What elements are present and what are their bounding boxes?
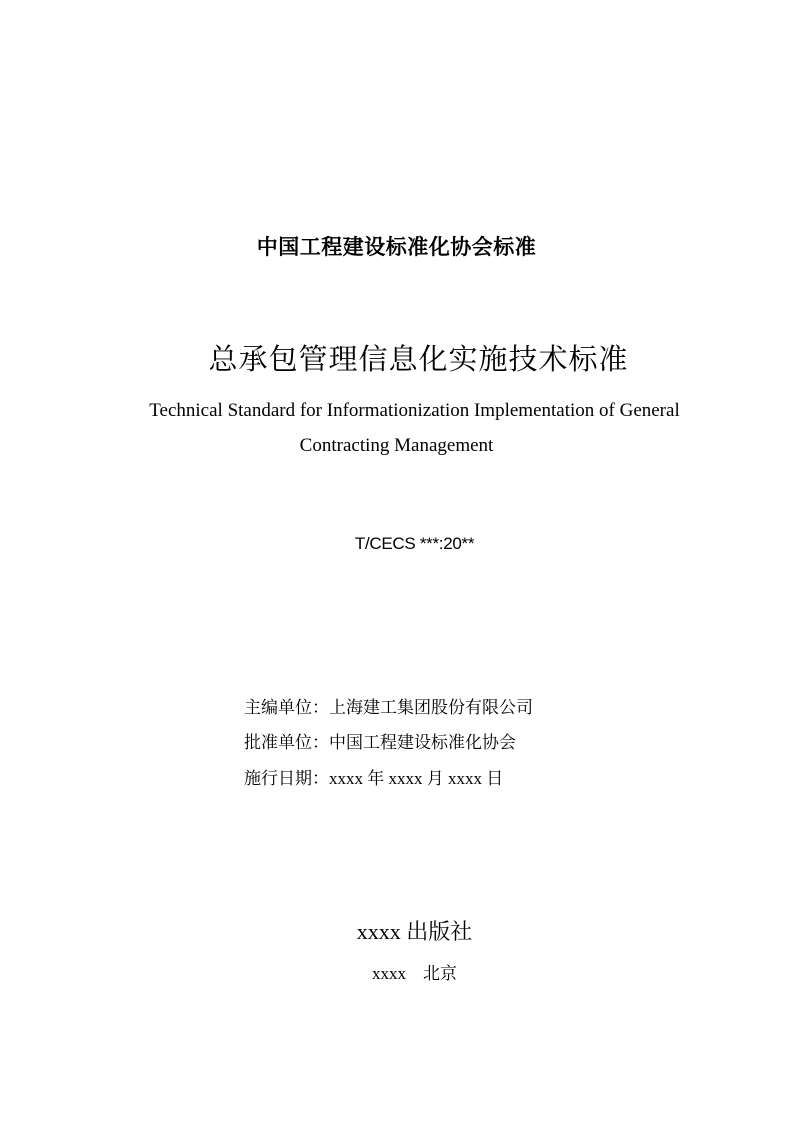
- document-title-chinese: 总承包管理信息化实施技术标准: [208, 342, 629, 376]
- publisher-name: xxxx 出版社: [356, 919, 473, 944]
- approver-unit-line: [244, 731, 516, 755]
- effective-date-value: xxxx 年 xxxx 月 xxxx 日: [329, 769, 504, 788]
- document-title-english-line-1: Technical Standard for Informationization Implementation of General: [149, 400, 680, 421]
- standard-code: T/CECS ***:20**: [354, 534, 475, 553]
- editor-unit-label: 主编单位：: [244, 698, 329, 718]
- document-title-english-line-2: Contracting Management: [299, 435, 494, 456]
- approver-unit-label: 批准单位：: [244, 733, 329, 753]
- issuer-heading: 中国工程建设标准化协会标准: [256, 235, 537, 259]
- publication-place: xxxx 北京: [372, 964, 457, 983]
- approver-unit-value: 中国工程建设标准化协会: [329, 733, 516, 753]
- editor-unit-value: 上海建工集团股份有限公司: [329, 698, 533, 718]
- effective-date-line: [244, 767, 503, 791]
- editor-unit-line: [244, 696, 533, 720]
- effective-date-label: 施行日期：: [244, 769, 329, 789]
